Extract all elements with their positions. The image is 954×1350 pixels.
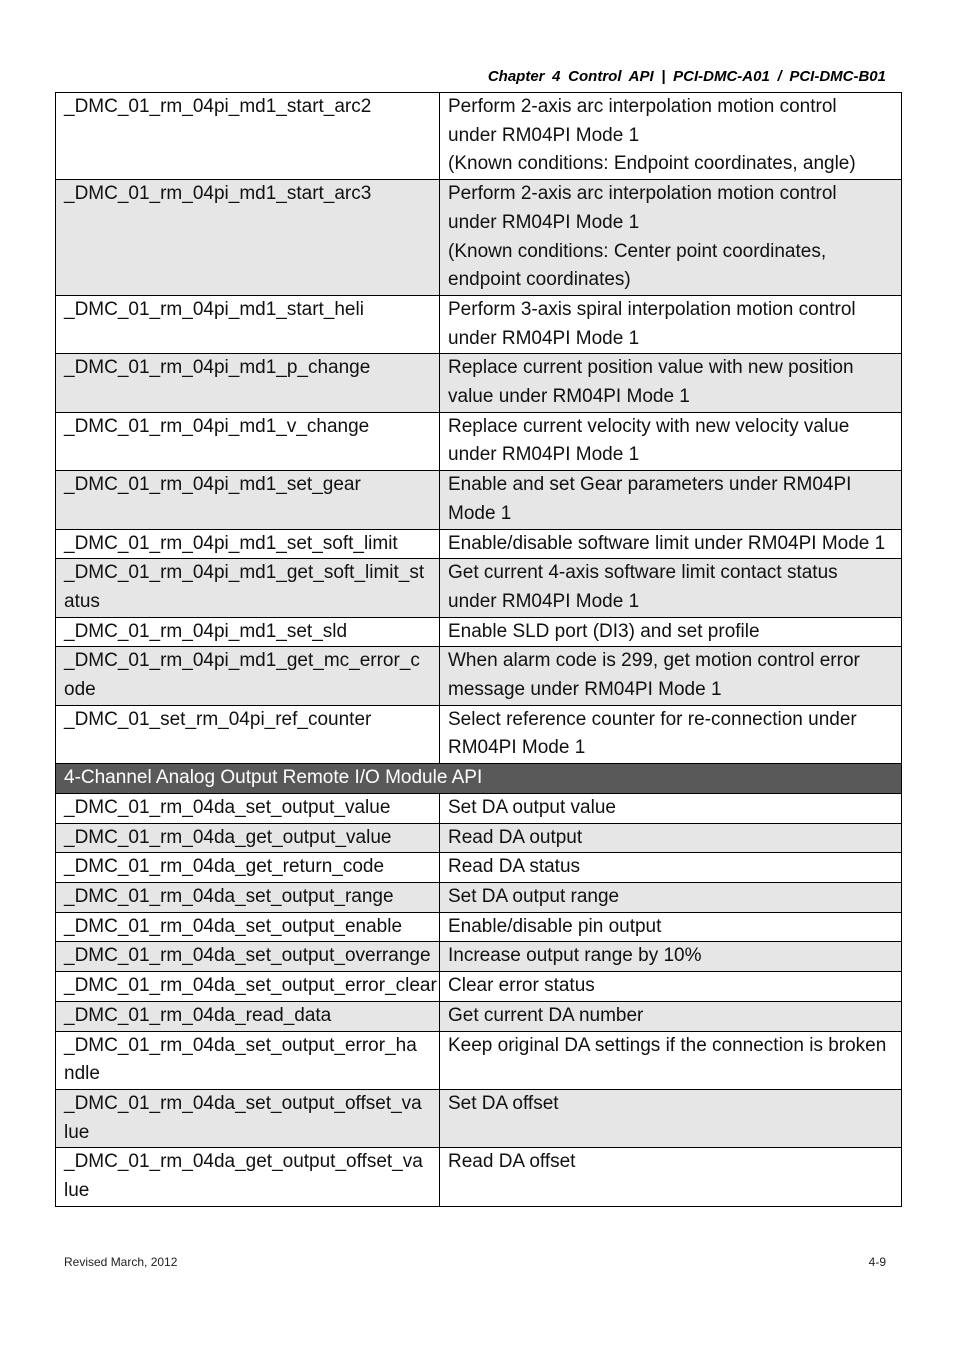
api-table-body bbox=[56, 93, 902, 1207]
table-row bbox=[56, 972, 902, 1002]
table-row bbox=[56, 823, 902, 853]
running-header: Chapter 4 Control API | PCI-DMC-A01 / PCI-DMC-B01 bbox=[487, 68, 886, 85]
description-cell: Enable/disable software limit under RM04PI Mode 1 bbox=[440, 529, 902, 559]
table-row bbox=[56, 93, 902, 180]
table-row bbox=[56, 1031, 902, 1089]
description-cell: Read DA output bbox=[440, 823, 902, 853]
description-cell: Read DA offset bbox=[440, 1148, 902, 1206]
description-cell: Set DA output value bbox=[440, 793, 902, 823]
description-cell: Enable and set Gear parameters under RM04PI Mode 1 bbox=[440, 471, 902, 529]
description-cell: Perform 3-axis spiral interpolation motion control under RM04PI Mode 1 bbox=[440, 295, 902, 353]
table-row bbox=[56, 1001, 902, 1031]
function-name-cell: _DMC_01_set_rm_04pi_ref_counter bbox=[56, 705, 440, 763]
function-name-cell: _DMC_01_rm_04pi_md1_p_change bbox=[56, 354, 440, 412]
description-cell: Select reference counter for re-connection under RM04PI Mode 1 bbox=[440, 705, 902, 763]
table-row bbox=[56, 471, 902, 529]
description-cell: Clear error status bbox=[440, 972, 902, 1002]
description-cell: Read DA status bbox=[440, 853, 902, 883]
table-row bbox=[56, 617, 902, 647]
section-title: 4-Channel Analog Output Remote I/O Module API bbox=[56, 764, 902, 794]
section-header-row bbox=[56, 764, 902, 794]
description-cell: Perform 2-axis arc interpolation motion control under RM04PI Mode 1 (Known conditions: Endpoint coordinates, angle) bbox=[440, 93, 902, 180]
function-name-cell: _DMC_01_rm_04da_set_output_value bbox=[56, 793, 440, 823]
function-name-cell: _DMC_01_rm_04da_set_output_error_clear bbox=[56, 972, 440, 1002]
description-cell: Set DA output range bbox=[440, 882, 902, 912]
table-row bbox=[56, 1089, 902, 1147]
function-name-cell: _DMC_01_rm_04pi_md1_get_soft_limit_st atus bbox=[56, 559, 440, 617]
description-cell: Perform 2-axis arc interpolation motion control under RM04PI Mode 1 (Known conditions: Center point coordinates, endpoint coordinates) bbox=[440, 180, 902, 296]
description-cell: Set DA offset bbox=[440, 1089, 902, 1147]
table-row bbox=[56, 1148, 902, 1206]
description-cell: Get current DA number bbox=[440, 1001, 902, 1031]
function-name-cell: _DMC_01_rm_04pi_md1_get_mc_error_c ode bbox=[56, 647, 440, 705]
function-name-cell: _DMC_01_rm_04da_set_output_range bbox=[56, 882, 440, 912]
table-row bbox=[56, 853, 902, 883]
page-number: 4-9 bbox=[868, 1255, 886, 1269]
description-cell: Enable/disable pin output bbox=[440, 912, 902, 942]
description-cell: When alarm code is 299, get motion control error message under RM04PI Mode 1 bbox=[440, 647, 902, 705]
api-function-table bbox=[55, 92, 902, 1207]
table-row bbox=[56, 412, 902, 470]
table-row bbox=[56, 559, 902, 617]
function-name-cell: _DMC_01_rm_04pi_md1_start_arc2 bbox=[56, 93, 440, 180]
description-cell: Enable SLD port (DI3) and set profile bbox=[440, 617, 902, 647]
description-cell: Increase output range by 10% bbox=[440, 942, 902, 972]
function-name-cell: _DMC_01_rm_04da_set_output_error_ha ndle bbox=[56, 1031, 440, 1089]
function-name-cell: _DMC_01_rm_04pi_md1_set_sld bbox=[56, 617, 440, 647]
table-row bbox=[56, 647, 902, 705]
revision-note: Revised March, 2012 bbox=[64, 1255, 178, 1269]
description-cell: Keep original DA settings if the connection is broken bbox=[440, 1031, 902, 1089]
table-row bbox=[56, 882, 902, 912]
function-name-cell: _DMC_01_rm_04da_read_data bbox=[56, 1001, 440, 1031]
table-row bbox=[56, 180, 902, 296]
function-name-cell: _DMC_01_rm_04da_set_output_enable bbox=[56, 912, 440, 942]
function-name-cell: _DMC_01_rm_04da_get_output_offset_va lue bbox=[56, 1148, 440, 1206]
table-row bbox=[56, 793, 902, 823]
table-row bbox=[56, 705, 902, 763]
function-name-cell: _DMC_01_rm_04pi_md1_start_heli bbox=[56, 295, 440, 353]
function-name-cell: _DMC_01_rm_04pi_md1_set_soft_limit bbox=[56, 529, 440, 559]
function-name-cell: _DMC_01_rm_04pi_md1_set_gear bbox=[56, 471, 440, 529]
table-row bbox=[56, 354, 902, 412]
table-row bbox=[56, 295, 902, 353]
description-cell: Replace current velocity with new velocity value under RM04PI Mode 1 bbox=[440, 412, 902, 470]
function-name-cell: _DMC_01_rm_04pi_md1_v_change bbox=[56, 412, 440, 470]
function-name-cell: _DMC_01_rm_04da_get_return_code bbox=[56, 853, 440, 883]
function-name-cell: _DMC_01_rm_04da_get_output_value bbox=[56, 823, 440, 853]
function-name-cell: _DMC_01_rm_04da_set_output_offset_va lue bbox=[56, 1089, 440, 1147]
table-row bbox=[56, 912, 902, 942]
function-name-cell: _DMC_01_rm_04pi_md1_start_arc3 bbox=[56, 180, 440, 296]
table-row bbox=[56, 529, 902, 559]
table-row bbox=[56, 942, 902, 972]
function-name-cell: _DMC_01_rm_04da_set_output_overrange bbox=[56, 942, 440, 972]
description-cell: Get current 4-axis software limit contact status under RM04PI Mode 1 bbox=[440, 559, 902, 617]
description-cell: Replace current position value with new position value under RM04PI Mode 1 bbox=[440, 354, 902, 412]
